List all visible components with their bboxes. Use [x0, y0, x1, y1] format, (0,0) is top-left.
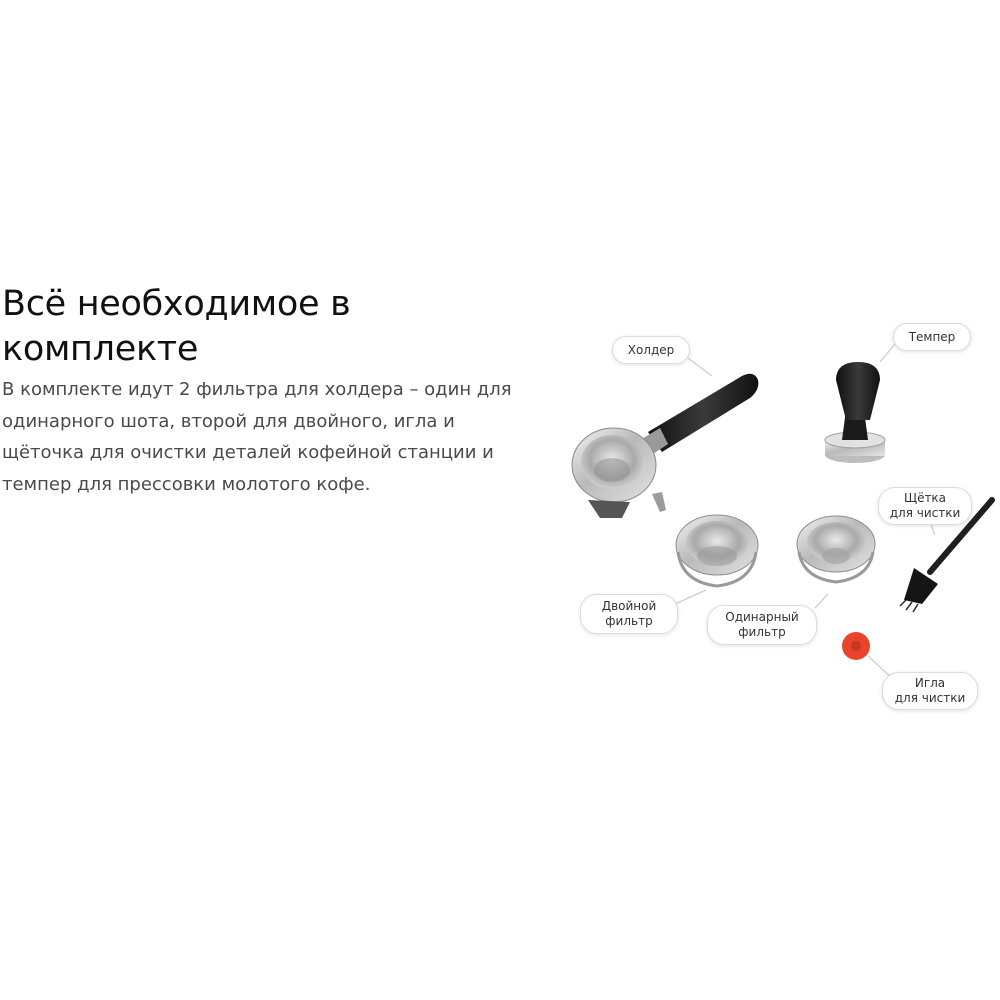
callout-needle: Игла для чистки — [882, 672, 978, 710]
callout-single-filter: Одинарный фильтр — [707, 605, 817, 645]
callout-holder: Холдер — [612, 336, 690, 364]
callout-brush: Щётка для чистки — [878, 487, 972, 525]
tamper-icon — [825, 362, 885, 463]
section-description: В комплекте идут 2 фильтра для холдера – один для одинарного шота, второй для двойного, игла и щёточка для очистки деталей кофейной станции и темпер для прессовки молотого кофе. — [2, 379, 512, 495]
cleaning-needle-icon — [842, 632, 870, 660]
double-filter-basket-icon — [676, 515, 758, 586]
section-title: Всё необходимое в комплекте — [2, 284, 351, 369]
portafilter-icon — [572, 374, 758, 518]
callout-tamper: Темпер — [893, 323, 971, 351]
callout-double-filter: Двойной фильтр — [580, 594, 678, 634]
single-filter-basket-icon — [797, 516, 875, 582]
